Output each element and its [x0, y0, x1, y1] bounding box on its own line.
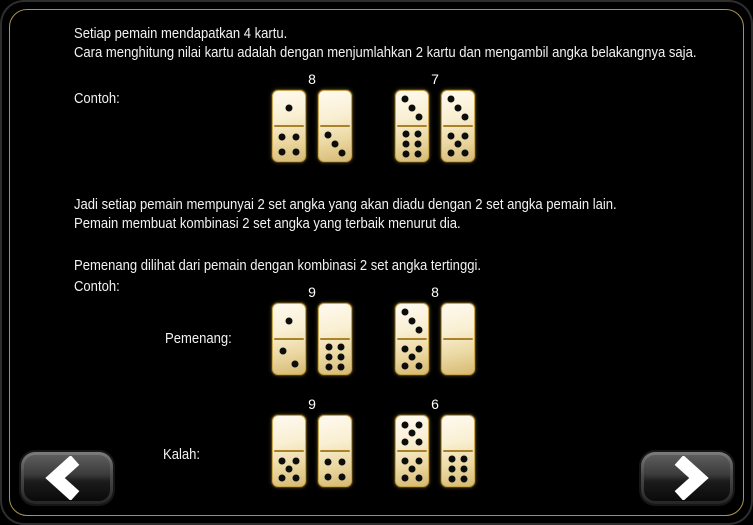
domino-half: [442, 340, 474, 374]
domino-half: [273, 304, 305, 338]
domino-pip: [416, 326, 423, 333]
domino-half: [396, 452, 428, 486]
domino-half: [442, 452, 474, 486]
winner-label: Pemenang:: [165, 330, 232, 347]
domino-half: [273, 452, 305, 486]
domino-pip: [447, 149, 454, 156]
pair-value: 8: [431, 284, 439, 300]
pair-value: 8: [308, 71, 316, 87]
domino-half: [273, 91, 305, 125]
instruction-line-4: Pemain membuat kombinasi 2 set angka yang terbaik menurut dia.: [74, 215, 461, 232]
domino-pip: [462, 132, 469, 139]
domino-pip: [401, 421, 408, 428]
domino-tile: [441, 303, 475, 375]
instruction-line-2: Cara menghitung nilai kartu adalah dengan menjumlahkan 2 kartu dan mengambil angka belakangnya saja.: [74, 44, 697, 61]
domino-pip: [415, 151, 422, 158]
domino-pip: [338, 474, 345, 481]
domino-pip: [401, 96, 408, 103]
domino-pip: [286, 466, 293, 473]
domino-pip: [278, 474, 285, 481]
domino-pip: [338, 458, 345, 465]
domino-pip: [416, 362, 423, 369]
domino-pip: [447, 132, 454, 139]
domino-half: [396, 340, 428, 374]
domino-pip: [325, 354, 332, 361]
domino-pip: [416, 113, 423, 120]
domino-pip: [409, 318, 416, 325]
domino-tile: [272, 303, 306, 375]
domino-pip: [455, 105, 462, 112]
pair-value: 9: [308, 284, 316, 300]
domino-row-loser: [272, 395, 487, 491]
domino-pip: [416, 474, 423, 481]
next-page-button[interactable]: [641, 452, 733, 504]
domino-tile: [272, 415, 306, 487]
domino-pair: [395, 70, 475, 162]
domino-tile: [441, 415, 475, 487]
domino-half: [319, 340, 351, 374]
domino-half: [396, 416, 428, 450]
domino-pip: [416, 345, 423, 352]
example2-label: Contoh:: [74, 278, 120, 295]
instruction-line-3: Jadi setiap pemain mempunyai 2 set angka yang akan diadu dengan 2 set angka pemain lain.: [74, 196, 617, 213]
domino-tile: [318, 90, 352, 162]
domino-half: [396, 127, 428, 161]
domino-pip: [292, 361, 299, 368]
domino-pip: [401, 362, 408, 369]
domino-pip: [278, 457, 285, 464]
domino-tile: [318, 415, 352, 487]
domino-pip: [401, 309, 408, 316]
pair-dominoes: [272, 303, 352, 375]
domino-half: [319, 416, 351, 450]
domino-pip: [324, 132, 331, 139]
domino-pair: [272, 283, 352, 375]
domino-half: [442, 127, 474, 161]
domino-pip: [401, 457, 408, 464]
domino-tile: [272, 90, 306, 162]
domino-half: [319, 91, 351, 125]
domino-pip: [325, 364, 332, 371]
pair-value: 7: [431, 71, 439, 87]
domino-row-winner: [272, 283, 487, 379]
domino-pip: [461, 476, 468, 483]
pair-dominoes: [272, 90, 352, 162]
domino-tile: [395, 90, 429, 162]
domino-pip: [409, 466, 416, 473]
domino-pip: [292, 133, 299, 140]
domino-pip: [415, 130, 422, 137]
domino-pip: [461, 466, 468, 473]
domino-pip: [402, 141, 409, 148]
domino-pip: [325, 343, 332, 350]
instruction-line-5: Pemenang dilihat dari pemain dengan kombinasi 2 set angka tertinggi.: [74, 257, 481, 274]
domino-half: [319, 452, 351, 486]
domino-pip: [325, 458, 332, 465]
example1-label: Contoh:: [74, 90, 120, 107]
domino-half: [442, 416, 474, 450]
domino-pip: [401, 474, 408, 481]
pair-dominoes: [272, 415, 352, 487]
domino-pip: [448, 476, 455, 483]
domino-pip: [409, 430, 416, 437]
domino-pip: [461, 455, 468, 462]
domino-pip: [286, 105, 293, 112]
domino-tile: [441, 90, 475, 162]
domino-row-example1: [272, 70, 487, 166]
domino-pip: [332, 141, 339, 148]
domino-pip: [448, 466, 455, 473]
domino-tile: [395, 415, 429, 487]
domino-pip: [279, 133, 286, 140]
chevron-left-icon: [41, 456, 93, 500]
domino-pip: [401, 345, 408, 352]
domino-pip: [279, 149, 286, 156]
domino-pair: [272, 395, 352, 487]
domino-pip: [279, 347, 286, 354]
domino-half: [442, 304, 474, 338]
domino-pip: [455, 141, 462, 148]
domino-pip: [409, 354, 416, 361]
domino-half: [396, 91, 428, 125]
domino-pip: [339, 149, 346, 156]
domino-pip: [338, 364, 345, 371]
domino-pip: [401, 438, 408, 445]
prev-button-face: [24, 455, 110, 501]
domino-pip: [416, 438, 423, 445]
domino-pip: [462, 113, 469, 120]
domino-pip: [415, 141, 422, 148]
domino-half: [319, 304, 351, 338]
domino-pip: [293, 474, 300, 481]
domino-pip: [338, 343, 345, 350]
domino-pip: [286, 318, 293, 325]
domino-pip: [402, 151, 409, 158]
pair-dominoes: [395, 303, 475, 375]
domino-pip: [402, 130, 409, 137]
domino-pip: [416, 457, 423, 464]
domino-pip: [416, 421, 423, 428]
chevron-right-icon: [661, 456, 713, 500]
pair-dominoes: [395, 90, 475, 162]
domino-pip: [462, 149, 469, 156]
domino-half: [273, 127, 305, 161]
domino-pip: [447, 96, 454, 103]
domino-tile: [318, 303, 352, 375]
pair-value: 9: [308, 396, 316, 412]
next-button-face: [644, 455, 730, 501]
domino-pair: [395, 395, 475, 487]
loser-label: Kalah:: [163, 446, 201, 463]
domino-half: [396, 304, 428, 338]
instruction-line-1: Setiap pemain mendapatkan 4 kartu.: [74, 25, 288, 42]
domino-half: [273, 416, 305, 450]
domino-pip: [338, 354, 345, 361]
domino-pair: [395, 283, 475, 375]
domino-tile: [395, 303, 429, 375]
domino-pip: [325, 474, 332, 481]
domino-pip: [409, 105, 416, 112]
pair-value: 6: [431, 396, 439, 412]
domino-half: [273, 340, 305, 374]
domino-pip: [448, 455, 455, 462]
domino-half: [319, 127, 351, 161]
domino-half: [442, 91, 474, 125]
domino-pair: [272, 70, 352, 162]
domino-pip: [292, 149, 299, 156]
domino-pip: [293, 457, 300, 464]
prev-page-button[interactable]: [21, 452, 113, 504]
pair-dominoes: [395, 415, 475, 487]
